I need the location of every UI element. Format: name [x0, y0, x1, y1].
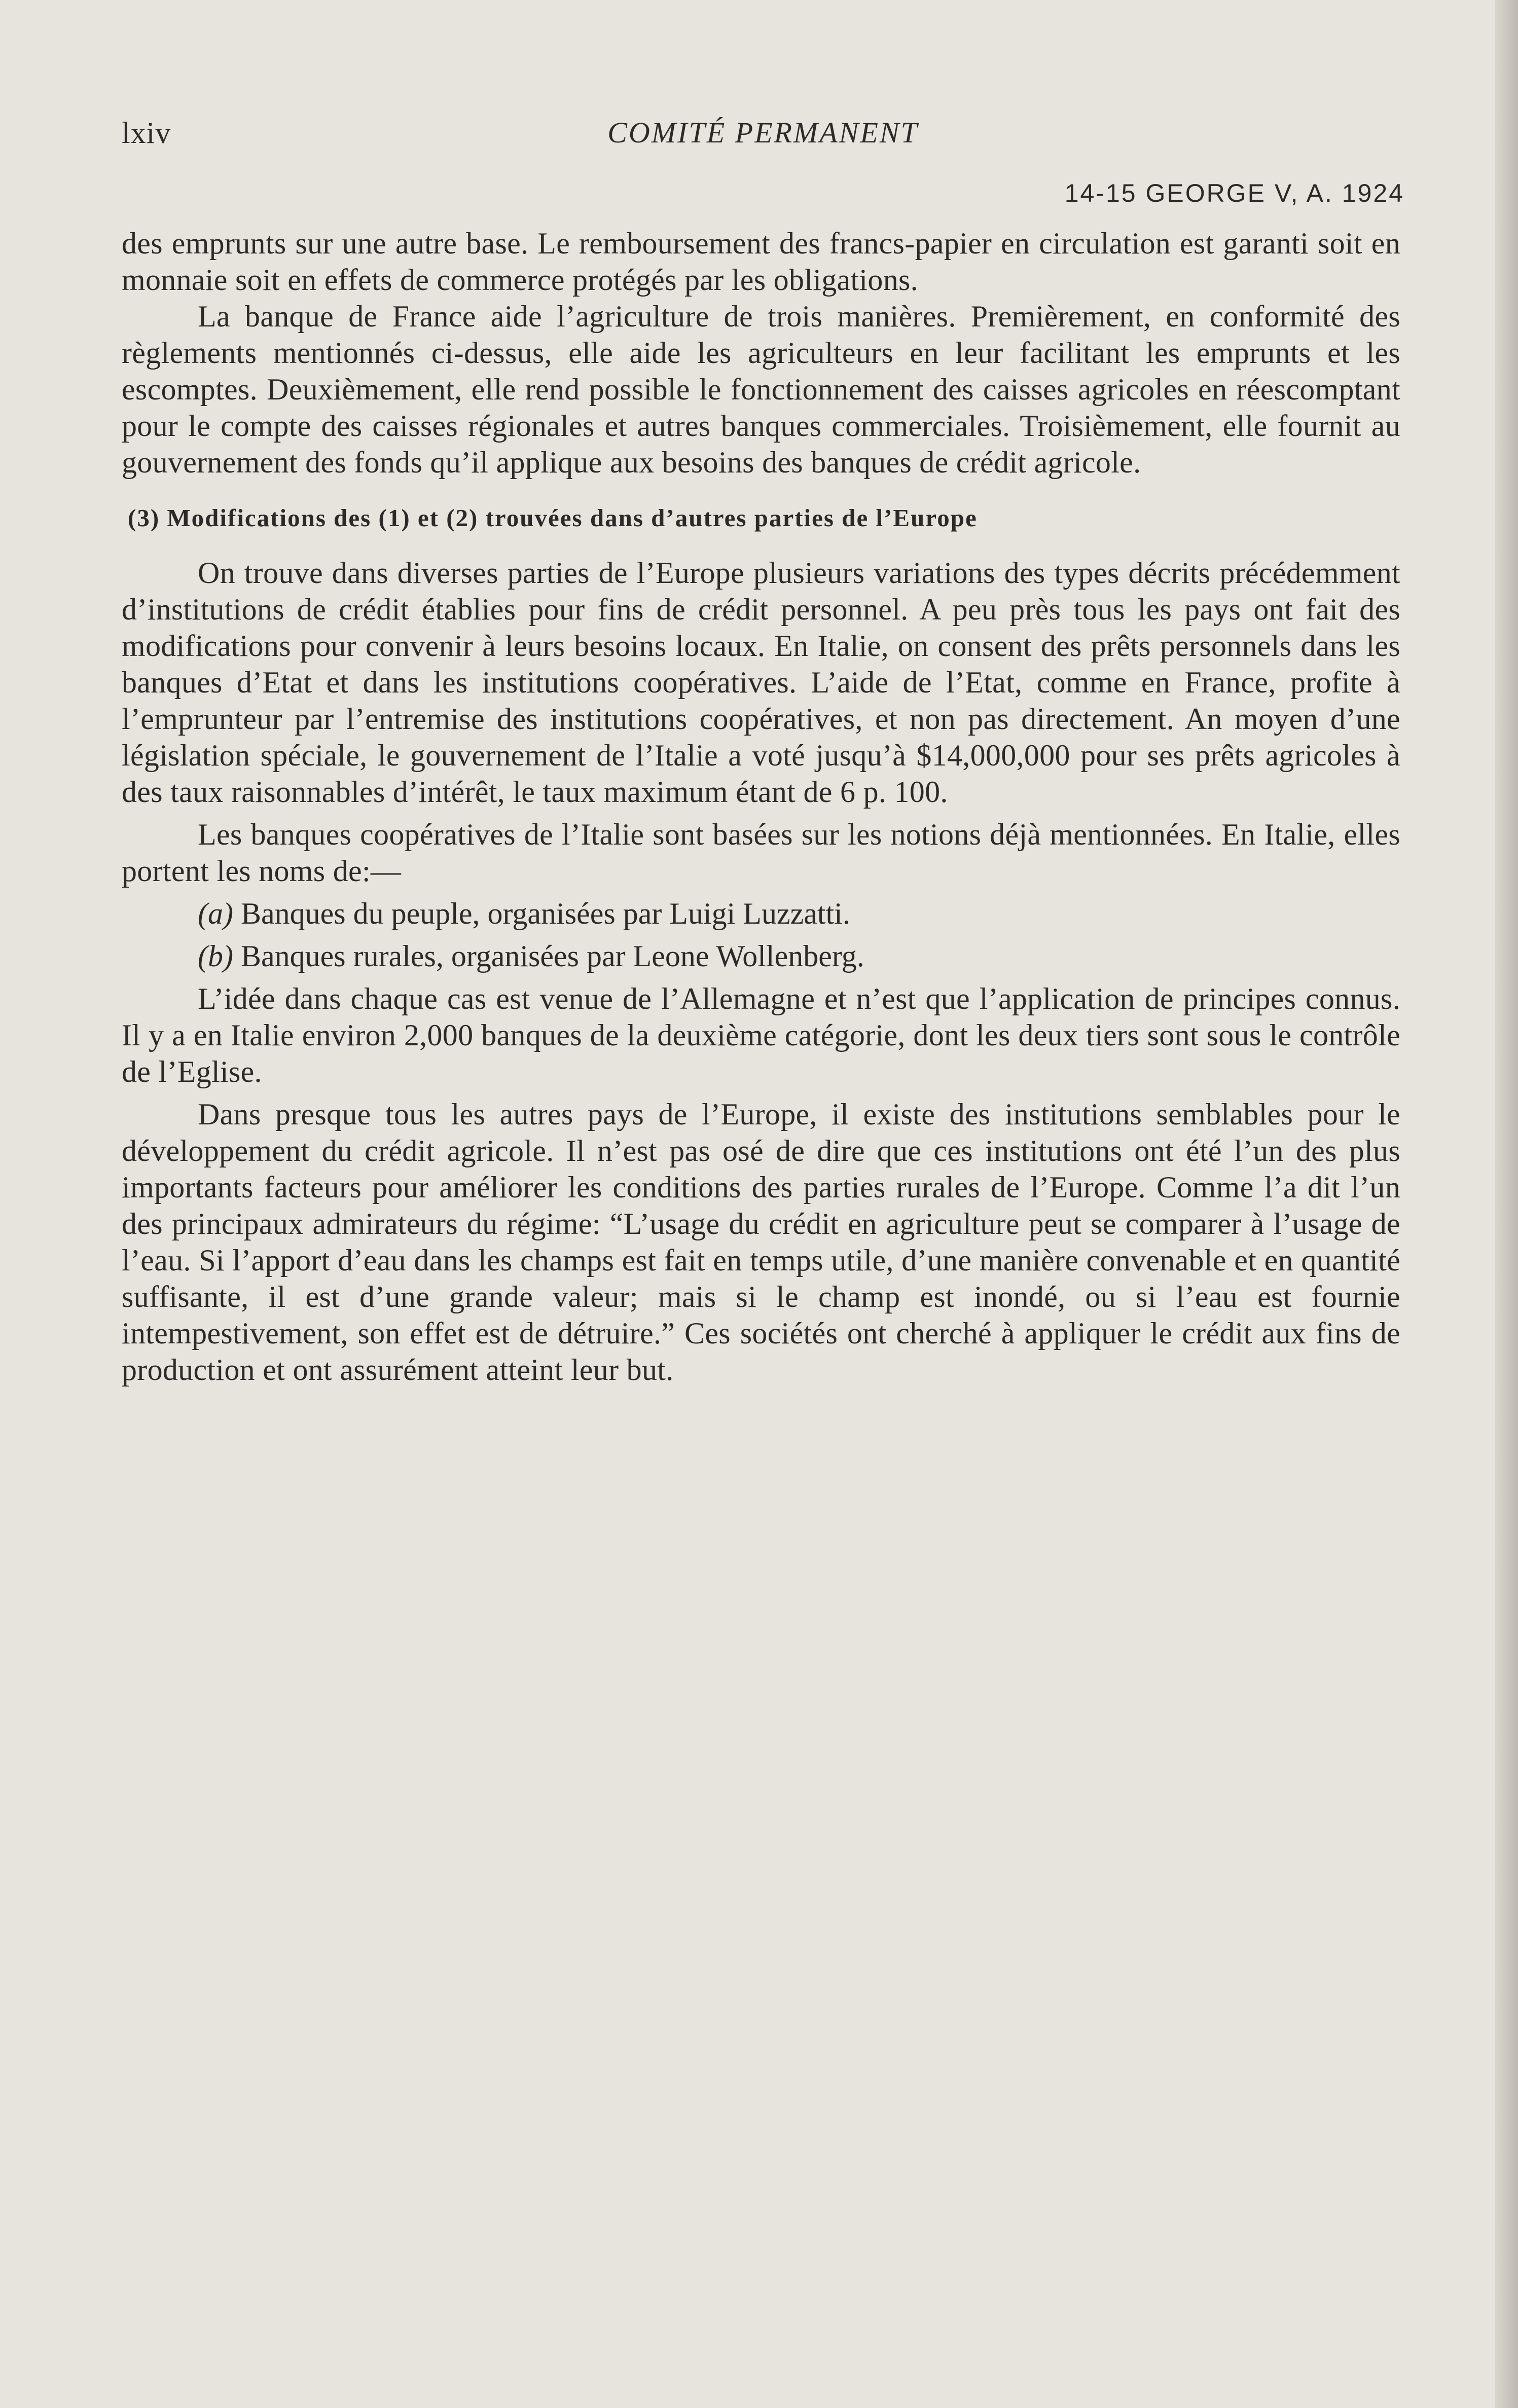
list-text-a: Banques du peuple, organisées par Luigi Luzzatti. — [233, 897, 850, 930]
running-title: COMITÉ PERMANENT — [607, 116, 919, 149]
paragraph-banques-cooperatives: Les banques coopératives de l’Italie sont basées sur les notions déjà mentionnées. En Italie, elles portent les noms de:— — [122, 818, 1400, 888]
page-edge-shadow — [1495, 0, 1518, 2408]
page-number: lxiv — [122, 116, 171, 150]
list-item-b — [122, 938, 1400, 974]
list-marker-b: (b) — [198, 939, 233, 973]
body-text — [122, 225, 1400, 1388]
paragraph-variations: On trouve dans diverses parties de l’Europe plusieurs variations des types décrits précédemment d’institutions de crédit établies pour fins de crédit personnel. A peu près tous les pays ont fait des modifications pour convenir à leurs besoins locaux. En Italie, on consent des prêts personnels dans les banques d’Etat et dans les institutions coopératives. L’aide de l’Etat, comme en France, profite à l’emprunteur par l’entremise des institutions coopératives, et non pas directement. An moyen d’une législation spéciale, le gouvernement de l’Italie a voté jusqu’à $14,000,000 pour ses prêts agricoles à des taux raisonnables d’intérêt, le taux maximum étant de 6 p. 100. — [122, 556, 1400, 809]
paragraph-credit-agricole: Dans presque tous les autres pays de l’Europe, il existe des institutions semblables pour le développement du crédit agricole. Il n’est pas osé de dire que ces institutions ont été l’un des plus importants facteurs pour améliorer les conditions des parties rurales de l’Europe. Comme l’a dit l’un des principaux admirateurs du régime: “L’usage du crédit en agriculture peut se comparer à l’usage de l’eau. Si l’apport d’eau dans les champs est fait en temps utile, d’une manière convenable et en quantité suffisante, il est d’une grande valeur; mais si le champ est inondé, ou si l’eau est fournie intempestivement, son effet est de détruire.” Ces sociétés ont cherché à appliquer le crédit aux fins de production et ont assurément atteint leur but. — [122, 1098, 1400, 1387]
list-text-b: Banques rurales, organisées par Leone Wollenberg. — [233, 939, 864, 973]
section-heading: (3) Modifications des (1) et (2) trouvées dans d’autres parties de l’Europe — [128, 504, 978, 532]
list-marker-a: (a) — [198, 897, 233, 930]
paragraph-allemagne: L’idée dans chaque cas est venue de l’Allemagne et n’est que l’application de principes connus. Il y a en Italie environ 2,000 banques de la deuxième catégorie, dont les deux tiers sont sous le contrôle de l’Eglise. — [122, 982, 1400, 1088]
paragraph-continuation: des emprunts sur une autre base. Le remboursement des francs-papier en circulation est garanti soit en monnaie soit en effets de commerce protégés par les obligations. — [122, 227, 1400, 297]
session-label: 14-15 GEORGE V, A. 1924 — [1064, 179, 1404, 207]
page-header — [122, 116, 1404, 171]
list-item-a — [122, 895, 1400, 932]
paragraph-banque-de-france: La banque de France aide l’agriculture de trois manières. Premièrement, en conformité des règlements mentionnés ci-dessus, elle aide les agriculteurs en leur facilitant les emprunts et les escomptes. Deuxièmement, elle rend possible le fonctionnement des caisses agricoles en réescomptant pour le compte des caisses régionales et autres banques commerciales. Troisièmement, elle fournit au gouvernement des fonds qu’il applique aux besoins des banques de crédit agricole. — [122, 300, 1400, 479]
